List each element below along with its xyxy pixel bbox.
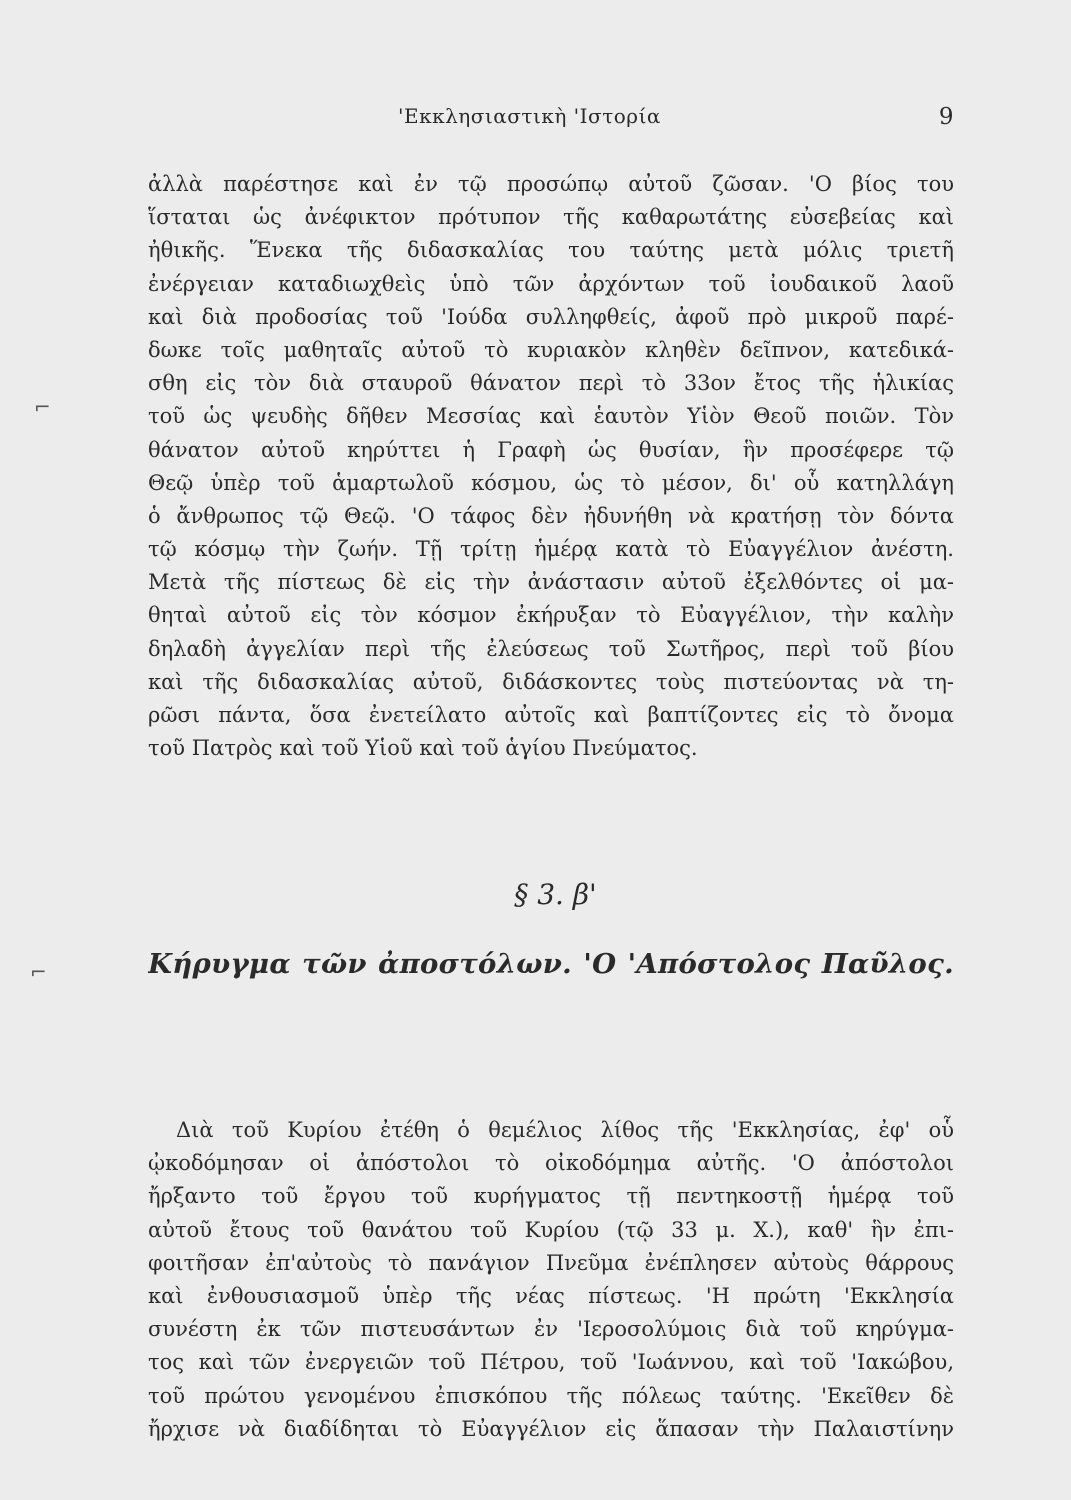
section-number: § 3. β' [514, 878, 597, 911]
text-line: σθη εἰς τὸν διὰ σταυροῦ θάνατον περὶ τὸ 33ον ἔτος τῆς ἡλικίας [148, 371, 954, 396]
text-line: ἤρξαντο τοῦ ἔργου τοῦ κυρήγματος τῇ πεντηκοστῇ ἡμέρᾳ τοῦ [148, 1184, 954, 1209]
section-heading: Κήρυγμα τῶν ἀποστόλων. 'Ο 'Απόστολος Παῦλος. [148, 948, 954, 980]
text-line: δηλαδὴ ἀγγελίαν περὶ τῆς ἐλεύσεως τοῦ Σωτῆρος, περὶ τοῦ βίου [148, 636, 954, 661]
text-line: Διὰ τοῦ Κυρίου ἐτέθη ὁ θεμέλιος λίθος τῆς 'Εκκλησίας, ἐφ' οὗ [176, 1118, 954, 1142]
text-line: ἤρχισε νὰ διαδίδηται τὸ Εὐαγγέλιον εἰς ἅπασαν τὴν Παλαιστίνην [148, 1416, 954, 1441]
text-line: τος καὶ τῶν ἐνεργειῶν τοῦ Πέτρου, τοῦ 'Ιωάννου, καὶ τοῦ 'Ιακώβου, [148, 1350, 954, 1375]
text-line: καὶ τῆς διδασκαλίας αὐτοῦ, διδάσκοντες τοὺς πιστεύοντας νὰ τη- [148, 669, 954, 694]
text-line: τοῦ Πατρὸς καὶ τοῦ Υἱοῦ καὶ τοῦ ἁγίου Πνεύματος. [148, 736, 698, 761]
text-line: συνέστη ἐκ τῶν πιστευσάντων ἐν 'Ιεροσολύμοις διὰ τοῦ κηρύγμα- [148, 1317, 954, 1342]
text-line: φοιτῆσαν ἐπ'αὐτοὺς τὸ πανάγιον Πνεῦμα ἐνέπλησεν αὐτοὺς θάρρους [148, 1250, 954, 1275]
text-line: θάνατον αὐτοῦ κηρύττει ἡ Γραφὴ ὡς θυσίαν, ἣν προσέφερε τῷ [148, 437, 954, 462]
text-line: τοῦ πρώτου γενομένου ἐπισκόπου τῆς πόλεως ταύτης. 'Εκεῖθεν δὲ [148, 1383, 954, 1408]
text-line: ἠθικῆς. Ἕνεκα τῆς διδασκαλίας του ταύτης μετὰ μόλις τριετῆ [148, 238, 954, 263]
text-line: δωκε τοῖς μαθηταῖς αὐτοῦ τὸ κυριακὸν κληθὲν δεῖπνον, κατεδικά- [148, 337, 954, 362]
text-line: ἵσταται ὡς ἀνέφικτον πρότυπον τῆς καθαρωτάτης εὐσεβείας καὶ [148, 205, 954, 230]
running-head [148, 104, 954, 134]
text-line: αὐτοῦ ἔτους τοῦ θανάτου τοῦ Κυρίου (τῷ 33 μ. Χ.), καθ' ἣν ἐπι- [148, 1217, 954, 1242]
text-line: ἐνέργειαν καταδιωχθεὶς ὑπὸ τῶν ἀρχόντων τοῦ ἰουδαικοῦ λαοῦ [148, 271, 954, 296]
margin-tick-mark: ⌐ [30, 960, 47, 984]
running-title: 'Εκκλησιαστικὴ 'Ιστορία [398, 104, 661, 128]
text-line: ὁ ἄνθρωπος τῷ Θεῷ. 'Ο τάφος δὲν ἠδυνήθη νὰ κρατήσῃ τὸν δόντα [148, 503, 954, 528]
text-line: Θεῷ ὑπὲρ τοῦ ἁμαρτωλοῦ κόσμου, ὡς τὸ μέσον, δι' οὗ κατηλλάγη [148, 470, 954, 495]
text-line: τῷ κόσμῳ τὴν ζωήν. Τῇ τρίτῃ ἡμέρᾳ κατὰ τὸ Εὐαγγέλιον ἀνέστη. [148, 537, 954, 562]
paragraph-1 [148, 168, 954, 765]
paragraph-2 [148, 1114, 954, 1446]
text-line: Μετὰ τῆς πίστεως δὲ εἰς τὴν ἀνάστασιν αὐτοῦ ἐξελθόντες οἱ μα- [148, 570, 954, 595]
text-line: ρῶσι πάντα, ὅσα ἐνετείλατο αὐτοῖς καὶ βαπτίζοντες εἰς τὸ ὄνομα [148, 703, 954, 727]
text-line: καὶ διὰ προδοσίας τοῦ 'Ιούδα συλληφθείς, ἀφοῦ πρὸ μικροῦ παρέ- [148, 304, 954, 329]
page-number: 9 [938, 104, 954, 130]
text-line: ᾠκοδόμησαν οἱ ἀπόστολοι τὸ οἰκοδόμημα αὐτῆς. 'Ο ἀπόστολοι [148, 1151, 954, 1176]
text-line: τοῦ ὡς ψευδὴς δῆθεν Μεσσίας καὶ ἑαυτὸν Υἱὸν Θεοῦ ποιῶν. Τὸν [148, 404, 954, 429]
margin-tick-mark: ⌐ [34, 395, 51, 419]
text-line: θηταὶ αὐτοῦ εἰς τὸν κόσμον ἐκήρυξαν τὸ Εὐαγγέλιον, τὴν καλὴν [148, 603, 954, 628]
text-line: ἀλλὰ παρέστησε καὶ ἐν τῷ προσώπῳ αὐτοῦ ζῶσαν. 'Ο βίος του [148, 172, 954, 196]
text-line: καὶ ἐνθουσιασμοῦ ὑπὲρ τῆς νέας πίστεως. 'Η πρώτη 'Εκκλησία [148, 1283, 954, 1308]
